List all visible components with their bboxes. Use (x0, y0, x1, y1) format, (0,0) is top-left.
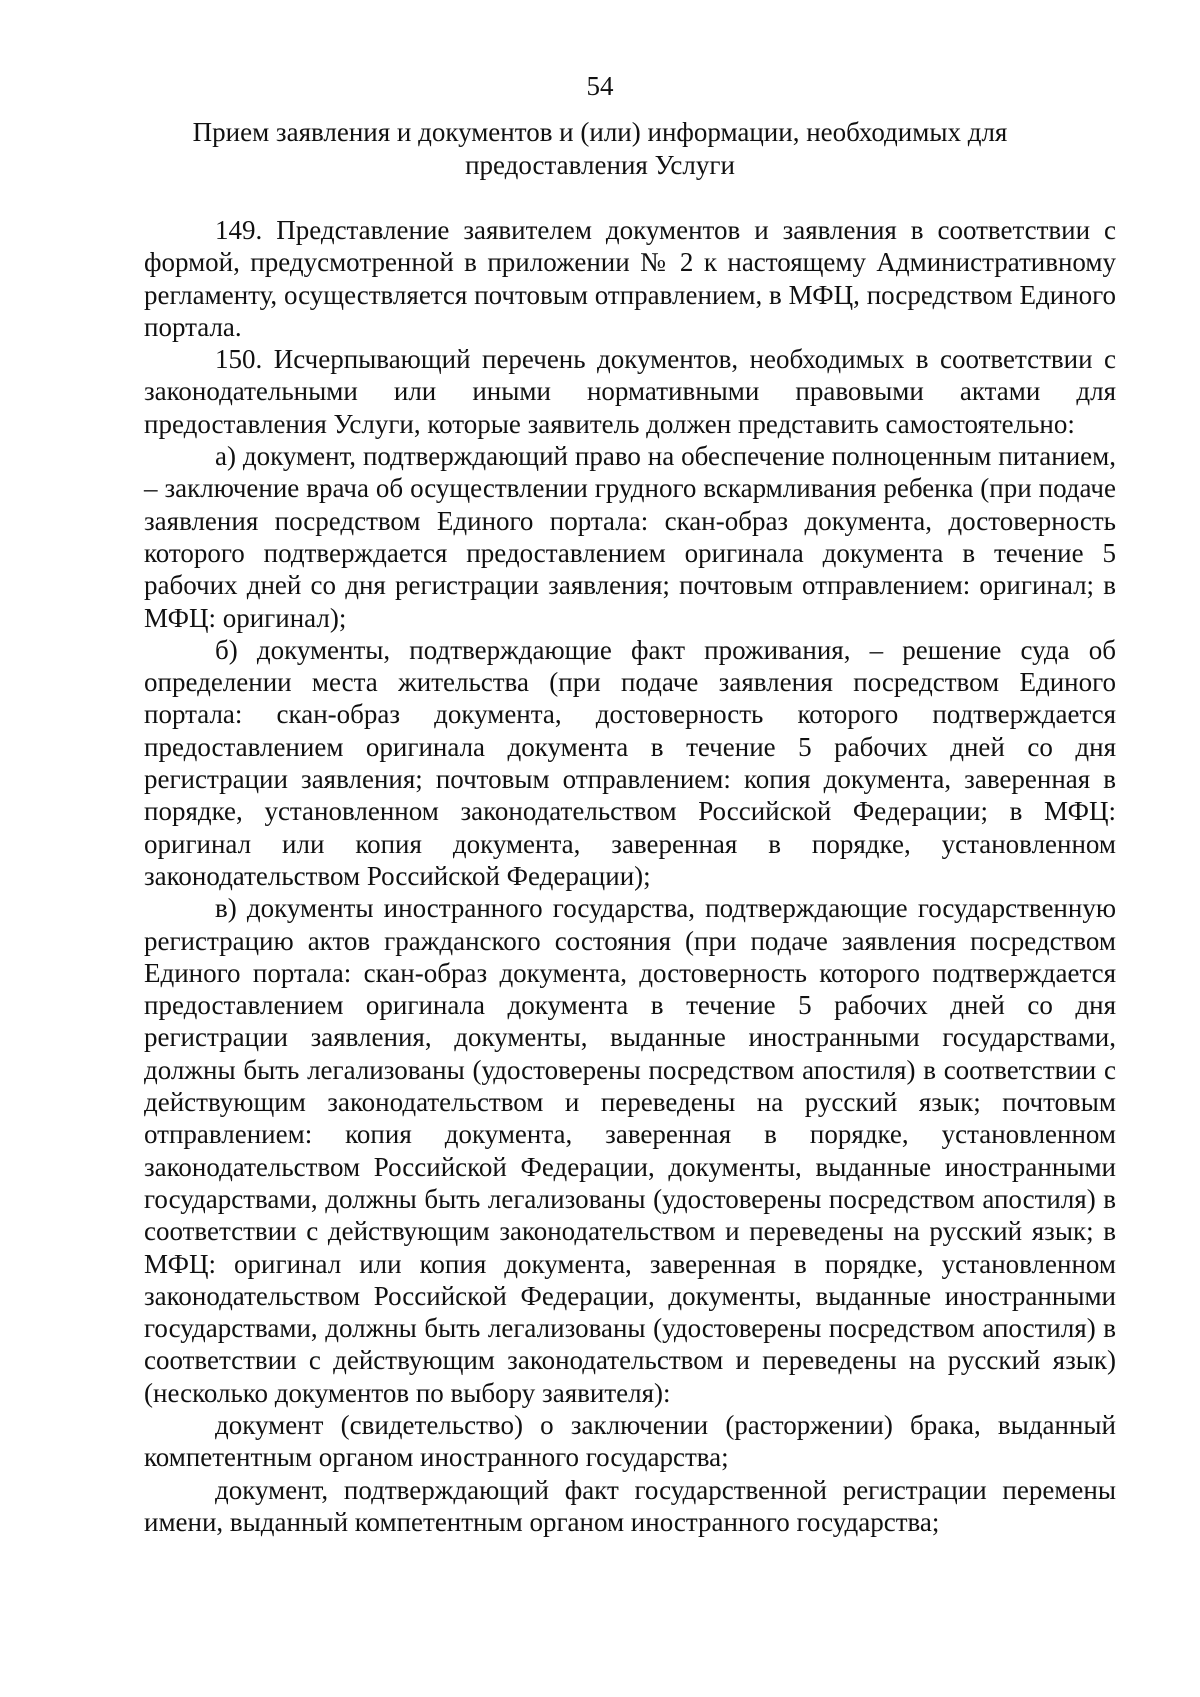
body-text (144, 214, 1116, 1538)
page-number: 54 (586, 71, 614, 101)
list-item-b: б) документы, подтверждающие факт проживания, – решение суда об определении места жительства (при подаче заявления посредством Единого портала: скан-образ документа, достоверность которого подтверждается предоставлением оригинала документа в течение 5 рабочих дней со дня регистрации заявления; почтовым отправлением: копия документа, заверенная в порядке, установленном законодательством Российской Федерации; в МФЦ: оригинал или копия документа, заверенная в порядке, установленном законодательством Российской Федерации); (144, 634, 1116, 891)
paragraph-149: 149. Представление заявителем документов и заявления в соответствии с формой, предусмотренной в приложении № 2 к настоящему Административному регламенту, осуществляется почтовым отправлением, в МФЦ, посредством Единого портала. (144, 215, 1116, 342)
sub-item-marriage-certificate: документ (свидетельство) о заключении (расторжении) брака, выданный компетентным органом иностранного государства; (144, 1409, 1116, 1473)
list-item-v: в) документы иностранного государства, подтверждающие государственную регистрацию актов гражданского состояния (при подаче заявления посредством Единого портала: скан-образ документа, достоверность которого подтверждается предоставлением оригинала документа в течение 5 рабочих дней со дня регистрации заявления, документы, выданные иностранными государствами, должны быть легализованы (удостоверены посредством апостиля) в соответствии с действующим законодательством и переведены на русский язык; почтовым отправлением: копия документа, заверенная в порядке, установленном законодательством Российской Федерации, документы, выданные иностранными государствами, должны быть легализованы (удостоверены посредством апостиля) в соответствии с действующим законодательством и переведены на русский язык; в МФЦ: оригинал или копия документа, заверенная в порядке, установленном законодательством Российской Федерации, документы, выданные иностранными государствами, должны быть легализованы (удостоверены посредством апостиля) в соответствии с действующим законодательством и переведены на русский язык) (несколько документов по выбору заявителя): (144, 893, 1116, 1408)
section-heading: Прием заявления и документов и (или) информации, необходимых для предоставления Услуги (192, 117, 1008, 180)
paragraph-150: 150. Исчерпывающий перечень документов, необходимых в соответствии с законодательными или иными нормативными правовыми актами для предоставления Услуги, которые заявитель должен представить самостоятельно: (144, 344, 1116, 439)
sub-item-name-change-document: документ, подтверждающий факт государственной регистрации перемены имени, выданный компетентным органом иностранного государства; (144, 1474, 1116, 1537)
list-item-a: а) документ, подтверждающий право на обеспечение полноценным питанием, – заключение врача об осуществлении грудного вскармливания ребенка (при подаче заявления посредством Единого портала: скан-образ документа, достоверность которого подтверждается предоставлением оригинала документа в течение 5 рабочих дней со дня регистрации заявления; почтовым отправлением: оригинал; в МФЦ: оригинал); (144, 441, 1116, 633)
